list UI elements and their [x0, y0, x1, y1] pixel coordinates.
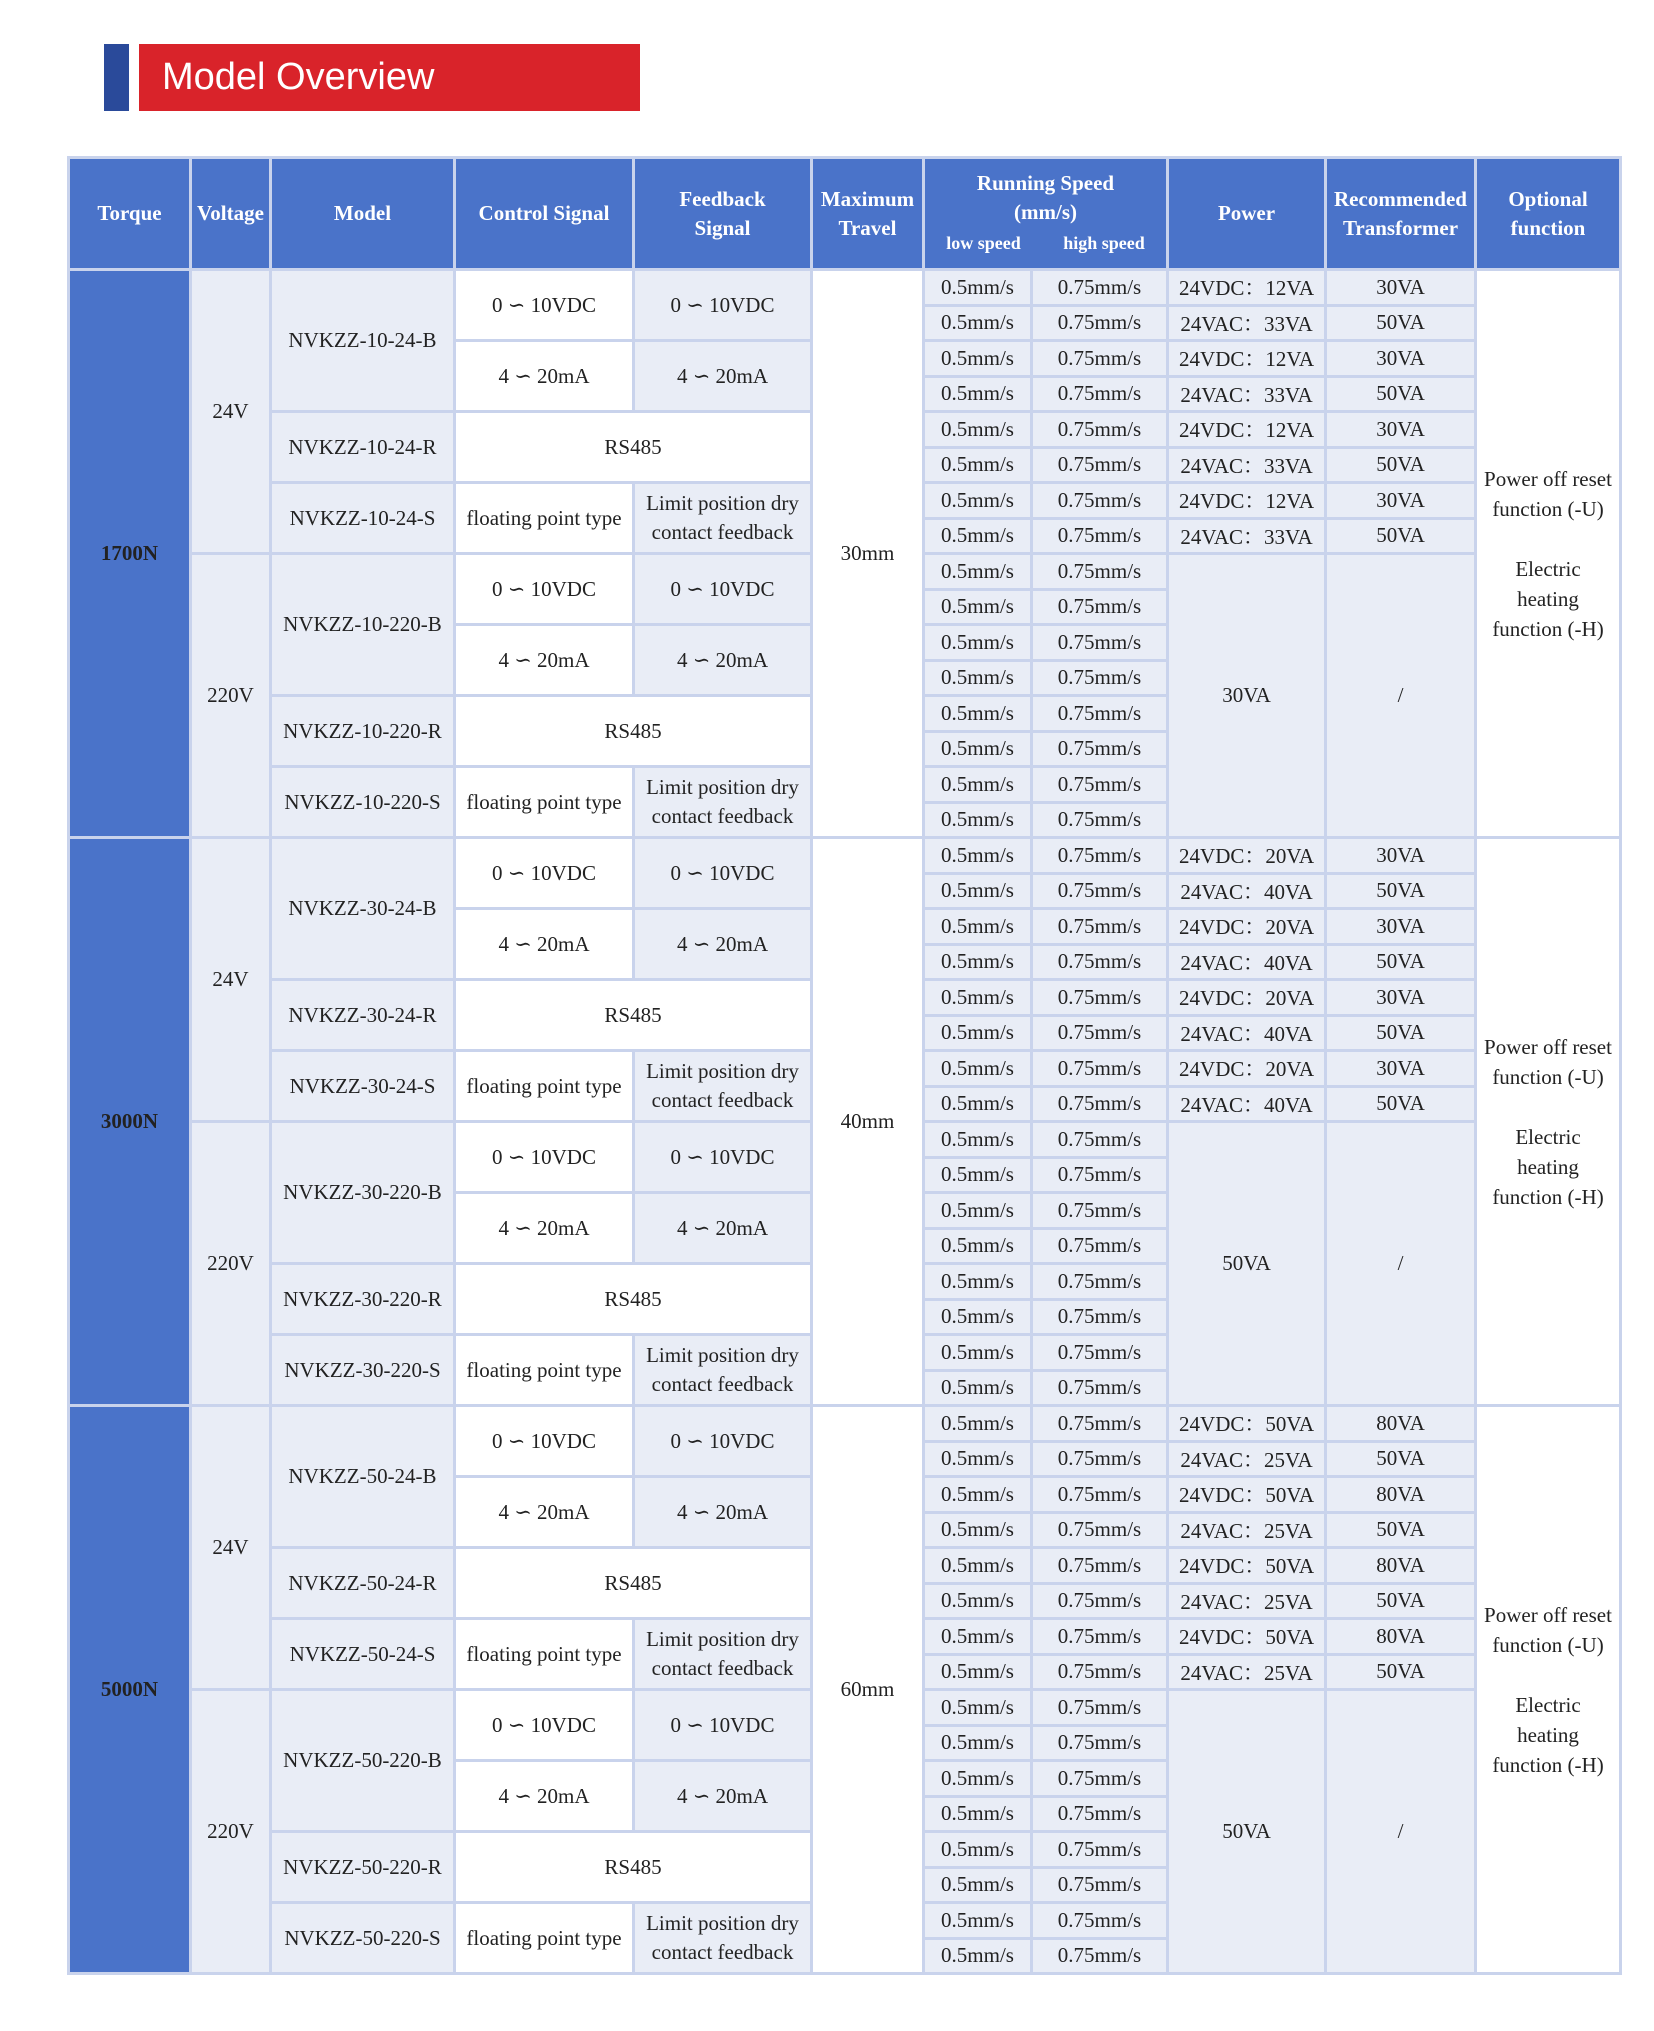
low-speed-cell: 0.5mm/s — [924, 1299, 1032, 1335]
spacer — [1477, 1660, 1619, 1690]
header-voltage: Voltage — [191, 158, 271, 270]
control-signal-cell: 4 ∽ 20mA — [455, 341, 634, 412]
rs485-cell: RS485 — [455, 1832, 812, 1903]
high-speed-cell: 0.75mm/s — [1032, 483, 1168, 519]
low-speed-cell: 0.5mm/s — [924, 1335, 1032, 1371]
optional-function-cell — [1476, 270, 1621, 838]
control-signal-cell: 0 ∽ 10VDC — [455, 838, 634, 909]
max-travel-cell: 40mm — [812, 838, 924, 1406]
model-cell: NVKZZ-10-24-B — [271, 270, 455, 412]
header-low-speed: low speed — [946, 233, 1021, 253]
high-speed-cell: 0.75mm/s — [1032, 1335, 1168, 1371]
model-cell: NVKZZ-50-220-R — [271, 1832, 455, 1903]
control-signal-cell: 0 ∽ 10VDC — [455, 1122, 634, 1193]
control-signal-cell: floating point type — [455, 1051, 634, 1122]
rs485-cell: RS485 — [455, 1548, 812, 1619]
transformer-cell: 30VA — [1326, 412, 1476, 448]
low-speed-cell: 0.5mm/s — [924, 1406, 1032, 1442]
limit-text-line1: Limit position dry — [646, 1343, 799, 1367]
feedback-signal-cell — [634, 1051, 812, 1122]
limit-text-line2: contact feedback — [651, 1656, 794, 1680]
low-speed-cell: 0.5mm/s — [924, 625, 1032, 661]
transformer-cell: 50VA — [1326, 305, 1476, 341]
header-power: Power — [1168, 158, 1326, 270]
low-speed-cell: 0.5mm/s — [924, 412, 1032, 448]
control-signal-cell: 0 ∽ 10VDC — [455, 270, 634, 341]
feedback-signal-cell: 4 ∽ 20mA — [634, 1477, 812, 1548]
transformer-cell: 30VA — [1326, 838, 1476, 874]
control-signal-cell: floating point type — [455, 1335, 634, 1406]
low-speed-cell: 0.5mm/s — [924, 1761, 1032, 1797]
torque-cell: 5000N — [69, 1406, 191, 1974]
control-signal-cell: 0 ∽ 10VDC — [455, 554, 634, 625]
high-speed-cell: 0.75mm/s — [1032, 1690, 1168, 1726]
model-cell: NVKZZ-30-220-R — [271, 1264, 455, 1335]
feedback-signal-cell: 0 ∽ 10VDC — [634, 1122, 812, 1193]
low-speed-cell: 0.5mm/s — [924, 1051, 1032, 1087]
model-cell: NVKZZ-30-220-B — [271, 1122, 455, 1264]
model-cell: NVKZZ-10-220-S — [271, 767, 455, 838]
high-speed-cell: 0.75mm/s — [1032, 660, 1168, 696]
optional-text-line: Power off reset — [1484, 466, 1612, 491]
optional-text-line: Electric — [1515, 1692, 1581, 1717]
spacer — [1477, 524, 1619, 554]
transformer-cell: 30VA — [1326, 980, 1476, 1016]
model-cell: NVKZZ-10-24-S — [271, 483, 455, 554]
power-cell: 24VAC：40VA — [1168, 1086, 1326, 1122]
page-title: Model Overview — [139, 44, 640, 111]
model-cell: NVKZZ-30-24-R — [271, 980, 455, 1051]
high-speed-cell: 0.75mm/s — [1032, 944, 1168, 980]
optional-text-line: heating — [1517, 1722, 1579, 1747]
high-speed-cell: 0.75mm/s — [1032, 305, 1168, 341]
high-speed-cell: 0.75mm/s — [1032, 1122, 1168, 1158]
voltage-cell: 24V — [191, 838, 271, 1122]
low-speed-cell: 0.5mm/s — [924, 1867, 1032, 1903]
header-model: Model — [271, 158, 455, 270]
low-speed-cell: 0.5mm/s — [924, 1654, 1032, 1690]
low-speed-cell: 0.5mm/s — [924, 1619, 1032, 1655]
max-travel-cell: 30mm — [812, 270, 924, 838]
feedback-signal-cell — [634, 483, 812, 554]
high-speed-cell: 0.75mm/s — [1032, 802, 1168, 838]
feedback-signal-cell: 4 ∽ 20mA — [634, 1193, 812, 1264]
control-signal-cell: 0 ∽ 10VDC — [455, 1690, 634, 1761]
optional-text-line: function (-H) — [1492, 1752, 1604, 1777]
low-speed-cell: 0.5mm/s — [924, 1086, 1032, 1122]
feedback-signal-cell: 4 ∽ 20mA — [634, 909, 812, 980]
control-signal-cell: 4 ∽ 20mA — [455, 1193, 634, 1264]
power-cell: 24VAC：40VA — [1168, 944, 1326, 980]
model-cell: NVKZZ-10-24-R — [271, 412, 455, 483]
high-speed-cell: 0.75mm/s — [1032, 1406, 1168, 1442]
limit-text-line2: contact feedback — [651, 1372, 794, 1396]
power-cell: 24VDC：12VA — [1168, 341, 1326, 377]
power-cell: 24VDC：50VA — [1168, 1406, 1326, 1442]
low-speed-cell: 0.5mm/s — [924, 270, 1032, 306]
low-speed-cell: 0.5mm/s — [924, 1370, 1032, 1406]
high-speed-cell: 0.75mm/s — [1032, 341, 1168, 377]
optional-text-line: Power off reset — [1484, 1034, 1612, 1059]
header-feedback-signal: Feedback Signal — [634, 158, 812, 270]
model-cell: NVKZZ-10-220-R — [271, 696, 455, 767]
power-cell: 24VAC：25VA — [1168, 1654, 1326, 1690]
header-running-speed: Running Speed (mm/s) low speed high speed — [924, 158, 1168, 270]
low-speed-cell: 0.5mm/s — [924, 1548, 1032, 1584]
power-cell: 24VDC：50VA — [1168, 1477, 1326, 1513]
limit-text-line2: contact feedback — [651, 1940, 794, 1964]
optional-function-cell — [1476, 1406, 1621, 1974]
limit-text-line1: Limit position dry — [646, 1911, 799, 1935]
voltage-cell: 220V — [191, 1690, 271, 1974]
rs485-cell: RS485 — [455, 412, 812, 483]
feedback-signal-cell: 0 ∽ 10VDC — [634, 838, 812, 909]
power-cell: 24VAC：33VA — [1168, 376, 1326, 412]
transformer-cell: / — [1326, 554, 1476, 838]
title-accent-bar — [104, 44, 129, 111]
voltage-cell: 24V — [191, 1406, 271, 1690]
high-speed-cell: 0.75mm/s — [1032, 1228, 1168, 1264]
low-speed-cell: 0.5mm/s — [924, 980, 1032, 1016]
transformer-cell: 80VA — [1326, 1619, 1476, 1655]
power-cell: 24VDC：12VA — [1168, 412, 1326, 448]
power-cell: 24VDC：50VA — [1168, 1548, 1326, 1584]
limit-text-line2: contact feedback — [651, 804, 794, 828]
high-speed-cell: 0.75mm/s — [1032, 1867, 1168, 1903]
high-speed-cell: 0.75mm/s — [1032, 518, 1168, 554]
control-signal-cell: 4 ∽ 20mA — [455, 909, 634, 980]
power-cell: 24VDC：12VA — [1168, 483, 1326, 519]
low-speed-cell: 0.5mm/s — [924, 1796, 1032, 1832]
transformer-cell: 30VA — [1326, 483, 1476, 519]
control-signal-cell: 4 ∽ 20mA — [455, 625, 634, 696]
high-speed-cell: 0.75mm/s — [1032, 589, 1168, 625]
feedback-signal-cell — [634, 1903, 812, 1974]
power-cell: 24VAC：25VA — [1168, 1441, 1326, 1477]
power-cell: 24VDC：20VA — [1168, 909, 1326, 945]
section-title — [104, 44, 640, 111]
control-signal-cell: floating point type — [455, 1619, 634, 1690]
low-speed-cell: 0.5mm/s — [924, 1938, 1032, 1974]
transformer-cell: 80VA — [1326, 1548, 1476, 1584]
model-cell: NVKZZ-30-24-B — [271, 838, 455, 980]
model-cell: NVKZZ-30-220-S — [271, 1335, 455, 1406]
high-speed-cell: 0.75mm/s — [1032, 838, 1168, 874]
low-speed-cell: 0.5mm/s — [924, 696, 1032, 732]
feedback-signal-cell: 4 ∽ 20mA — [634, 341, 812, 412]
header-recommended-transformer: Recommended Transformer — [1326, 158, 1476, 270]
transformer-cell: 50VA — [1326, 518, 1476, 554]
transformer-cell: 50VA — [1326, 944, 1476, 980]
high-speed-cell: 0.75mm/s — [1032, 1903, 1168, 1939]
high-speed-cell: 0.75mm/s — [1032, 625, 1168, 661]
table-row — [69, 838, 1621, 874]
high-speed-cell: 0.75mm/s — [1032, 1583, 1168, 1619]
power-cell: 24VAC：25VA — [1168, 1512, 1326, 1548]
transformer-cell: 30VA — [1326, 341, 1476, 377]
power-cell: 24VAC：40VA — [1168, 1015, 1326, 1051]
low-speed-cell: 0.5mm/s — [924, 1690, 1032, 1726]
power-cell: 50VA — [1168, 1122, 1326, 1406]
low-speed-cell: 0.5mm/s — [924, 838, 1032, 874]
low-speed-cell: 0.5mm/s — [924, 1725, 1032, 1761]
power-cell: 24VDC：50VA — [1168, 1619, 1326, 1655]
feedback-signal-cell: 0 ∽ 10VDC — [634, 270, 812, 341]
transformer-cell: 30VA — [1326, 1051, 1476, 1087]
low-speed-cell: 0.5mm/s — [924, 1903, 1032, 1939]
power-cell: 24VDC：20VA — [1168, 980, 1326, 1016]
low-speed-cell: 0.5mm/s — [924, 341, 1032, 377]
transformer-cell: 80VA — [1326, 1406, 1476, 1442]
model-cell: NVKZZ-30-24-S — [271, 1051, 455, 1122]
high-speed-cell: 0.75mm/s — [1032, 1477, 1168, 1513]
torque-cell: 1700N — [69, 270, 191, 838]
feedback-signal-cell: 4 ∽ 20mA — [634, 1761, 812, 1832]
high-speed-cell: 0.75mm/s — [1032, 767, 1168, 803]
low-speed-cell: 0.5mm/s — [924, 1193, 1032, 1229]
transformer-cell: 50VA — [1326, 1441, 1476, 1477]
rs485-cell: RS485 — [455, 980, 812, 1051]
high-speed-cell: 0.75mm/s — [1032, 1761, 1168, 1797]
transformer-cell: 50VA — [1326, 873, 1476, 909]
low-speed-cell: 0.5mm/s — [924, 802, 1032, 838]
header-row — [69, 158, 1621, 270]
high-speed-cell: 0.75mm/s — [1032, 1619, 1168, 1655]
model-cell: NVKZZ-50-24-B — [271, 1406, 455, 1548]
low-speed-cell: 0.5mm/s — [924, 483, 1032, 519]
high-speed-cell: 0.75mm/s — [1032, 1796, 1168, 1832]
high-speed-cell: 0.75mm/s — [1032, 270, 1168, 306]
high-speed-cell: 0.75mm/s — [1032, 412, 1168, 448]
low-speed-cell: 0.5mm/s — [924, 909, 1032, 945]
limit-text-line1: Limit position dry — [646, 775, 799, 799]
optional-text-line: Electric — [1515, 556, 1581, 581]
transformer-cell: 80VA — [1326, 1477, 1476, 1513]
power-cell: 24VAC：40VA — [1168, 873, 1326, 909]
power-cell: 24VAC：33VA — [1168, 518, 1326, 554]
high-speed-cell: 0.75mm/s — [1032, 873, 1168, 909]
power-cell: 24VAC：25VA — [1168, 1583, 1326, 1619]
feedback-signal-cell: 0 ∽ 10VDC — [634, 1690, 812, 1761]
high-speed-cell: 0.75mm/s — [1032, 1370, 1168, 1406]
high-speed-cell: 0.75mm/s — [1032, 1015, 1168, 1051]
high-speed-cell: 0.75mm/s — [1032, 909, 1168, 945]
header-control-signal: Control Signal — [455, 158, 634, 270]
high-speed-cell: 0.75mm/s — [1032, 376, 1168, 412]
transformer-cell: 50VA — [1326, 1654, 1476, 1690]
transformer-cell: 50VA — [1326, 1086, 1476, 1122]
high-speed-cell: 0.75mm/s — [1032, 1086, 1168, 1122]
voltage-cell: 24V — [191, 270, 271, 554]
low-speed-cell: 0.5mm/s — [924, 554, 1032, 590]
transformer-cell: 50VA — [1326, 376, 1476, 412]
model-overview-table — [67, 156, 1622, 1975]
optional-text-line: Power off reset — [1484, 1602, 1612, 1627]
low-speed-cell: 0.5mm/s — [924, 1441, 1032, 1477]
high-speed-cell: 0.75mm/s — [1032, 1548, 1168, 1584]
low-speed-cell: 0.5mm/s — [924, 1583, 1032, 1619]
optional-text-line: function (-H) — [1492, 616, 1604, 641]
torque-cell: 3000N — [69, 838, 191, 1406]
transformer-cell: 50VA — [1326, 1015, 1476, 1051]
power-cell: 24VDC：20VA — [1168, 838, 1326, 874]
rs485-cell: RS485 — [455, 1264, 812, 1335]
high-speed-cell: 0.75mm/s — [1032, 447, 1168, 483]
low-speed-cell: 0.5mm/s — [924, 376, 1032, 412]
low-speed-cell: 0.5mm/s — [924, 660, 1032, 696]
control-signal-cell: floating point type — [455, 483, 634, 554]
power-cell: 24VDC：20VA — [1168, 1051, 1326, 1087]
high-speed-cell: 0.75mm/s — [1032, 1832, 1168, 1868]
model-cell: NVKZZ-50-24-S — [271, 1619, 455, 1690]
feedback-signal-cell — [634, 1619, 812, 1690]
control-signal-cell: 4 ∽ 20mA — [455, 1477, 634, 1548]
high-speed-cell: 0.75mm/s — [1032, 980, 1168, 1016]
low-speed-cell: 0.5mm/s — [924, 1015, 1032, 1051]
high-speed-cell: 0.75mm/s — [1032, 1725, 1168, 1761]
transformer-cell: 50VA — [1326, 1583, 1476, 1619]
high-speed-cell: 0.75mm/s — [1032, 1264, 1168, 1300]
low-speed-cell: 0.5mm/s — [924, 447, 1032, 483]
power-cell: 30VA — [1168, 554, 1326, 838]
transformer-cell: / — [1326, 1690, 1476, 1974]
low-speed-cell: 0.5mm/s — [924, 589, 1032, 625]
feedback-signal-cell: 0 ∽ 10VDC — [634, 554, 812, 625]
optional-text-line: function (-U) — [1492, 1064, 1604, 1089]
low-speed-cell: 0.5mm/s — [924, 1157, 1032, 1193]
spacer — [1477, 1092, 1619, 1122]
control-signal-cell: floating point type — [455, 1903, 634, 1974]
optional-text-line: function (-H) — [1492, 1184, 1604, 1209]
control-signal-cell: 0 ∽ 10VDC — [455, 1406, 634, 1477]
optional-text-line: function (-U) — [1492, 496, 1604, 521]
low-speed-cell: 0.5mm/s — [924, 944, 1032, 980]
low-speed-cell: 0.5mm/s — [924, 1122, 1032, 1158]
limit-text-line2: contact feedback — [651, 520, 794, 544]
low-speed-cell: 0.5mm/s — [924, 1832, 1032, 1868]
power-cell: 50VA — [1168, 1690, 1326, 1974]
power-cell: 24VAC：33VA — [1168, 447, 1326, 483]
limit-text-line1: Limit position dry — [646, 491, 799, 515]
transformer-cell: 50VA — [1326, 1512, 1476, 1548]
high-speed-cell: 0.75mm/s — [1032, 1938, 1168, 1974]
optional-text-line: function (-U) — [1492, 1632, 1604, 1657]
power-cell: 24VAC：33VA — [1168, 305, 1326, 341]
high-speed-cell: 0.75mm/s — [1032, 554, 1168, 590]
high-speed-cell: 0.75mm/s — [1032, 696, 1168, 732]
optional-function-cell — [1476, 838, 1621, 1406]
high-speed-cell: 0.75mm/s — [1032, 1299, 1168, 1335]
low-speed-cell: 0.5mm/s — [924, 731, 1032, 767]
feedback-signal-cell — [634, 1335, 812, 1406]
transformer-cell: 50VA — [1326, 447, 1476, 483]
low-speed-cell: 0.5mm/s — [924, 518, 1032, 554]
low-speed-cell: 0.5mm/s — [924, 873, 1032, 909]
limit-text-line2: contact feedback — [651, 1088, 794, 1112]
max-travel-cell: 60mm — [812, 1406, 924, 1974]
header-high-speed: high speed — [1063, 233, 1145, 253]
transformer-cell: 30VA — [1326, 270, 1476, 306]
limit-text-line1: Limit position dry — [646, 1627, 799, 1651]
high-speed-cell: 0.75mm/s — [1032, 1654, 1168, 1690]
voltage-cell: 220V — [191, 554, 271, 838]
feedback-signal-cell: 4 ∽ 20mA — [634, 625, 812, 696]
optional-text-line: heating — [1517, 1154, 1579, 1179]
optional-text-line: Electric — [1515, 1124, 1581, 1149]
header-torque: Torque — [69, 158, 191, 270]
high-speed-cell: 0.75mm/s — [1032, 1193, 1168, 1229]
model-cell: NVKZZ-10-220-B — [271, 554, 455, 696]
model-cell: NVKZZ-50-220-B — [271, 1690, 455, 1832]
model-cell: NVKZZ-50-220-S — [271, 1903, 455, 1974]
control-signal-cell: floating point type — [455, 767, 634, 838]
rs485-cell: RS485 — [455, 696, 812, 767]
transformer-cell: / — [1326, 1122, 1476, 1406]
control-signal-cell: 4 ∽ 20mA — [455, 1761, 634, 1832]
high-speed-cell: 0.75mm/s — [1032, 1441, 1168, 1477]
high-speed-cell: 0.75mm/s — [1032, 731, 1168, 767]
optional-text-line: heating — [1517, 586, 1579, 611]
feedback-signal-cell: 0 ∽ 10VDC — [634, 1406, 812, 1477]
transformer-cell: 30VA — [1326, 909, 1476, 945]
low-speed-cell: 0.5mm/s — [924, 1264, 1032, 1300]
high-speed-cell: 0.75mm/s — [1032, 1157, 1168, 1193]
high-speed-cell: 0.75mm/s — [1032, 1051, 1168, 1087]
low-speed-cell: 0.5mm/s — [924, 1477, 1032, 1513]
high-speed-cell: 0.75mm/s — [1032, 1512, 1168, 1548]
feedback-signal-cell — [634, 767, 812, 838]
model-cell: NVKZZ-50-24-R — [271, 1548, 455, 1619]
voltage-cell: 220V — [191, 1122, 271, 1406]
low-speed-cell: 0.5mm/s — [924, 1228, 1032, 1264]
power-cell: 24VDC：12VA — [1168, 270, 1326, 306]
table-row — [69, 270, 1621, 306]
limit-text-line1: Limit position dry — [646, 1059, 799, 1083]
low-speed-cell: 0.5mm/s — [924, 305, 1032, 341]
header-maximum-travel: Maximum Travel — [812, 158, 924, 270]
table-row — [69, 1406, 1621, 1442]
low-speed-cell: 0.5mm/s — [924, 1512, 1032, 1548]
low-speed-cell: 0.5mm/s — [924, 767, 1032, 803]
header-optional-function: Optional function — [1476, 158, 1621, 270]
